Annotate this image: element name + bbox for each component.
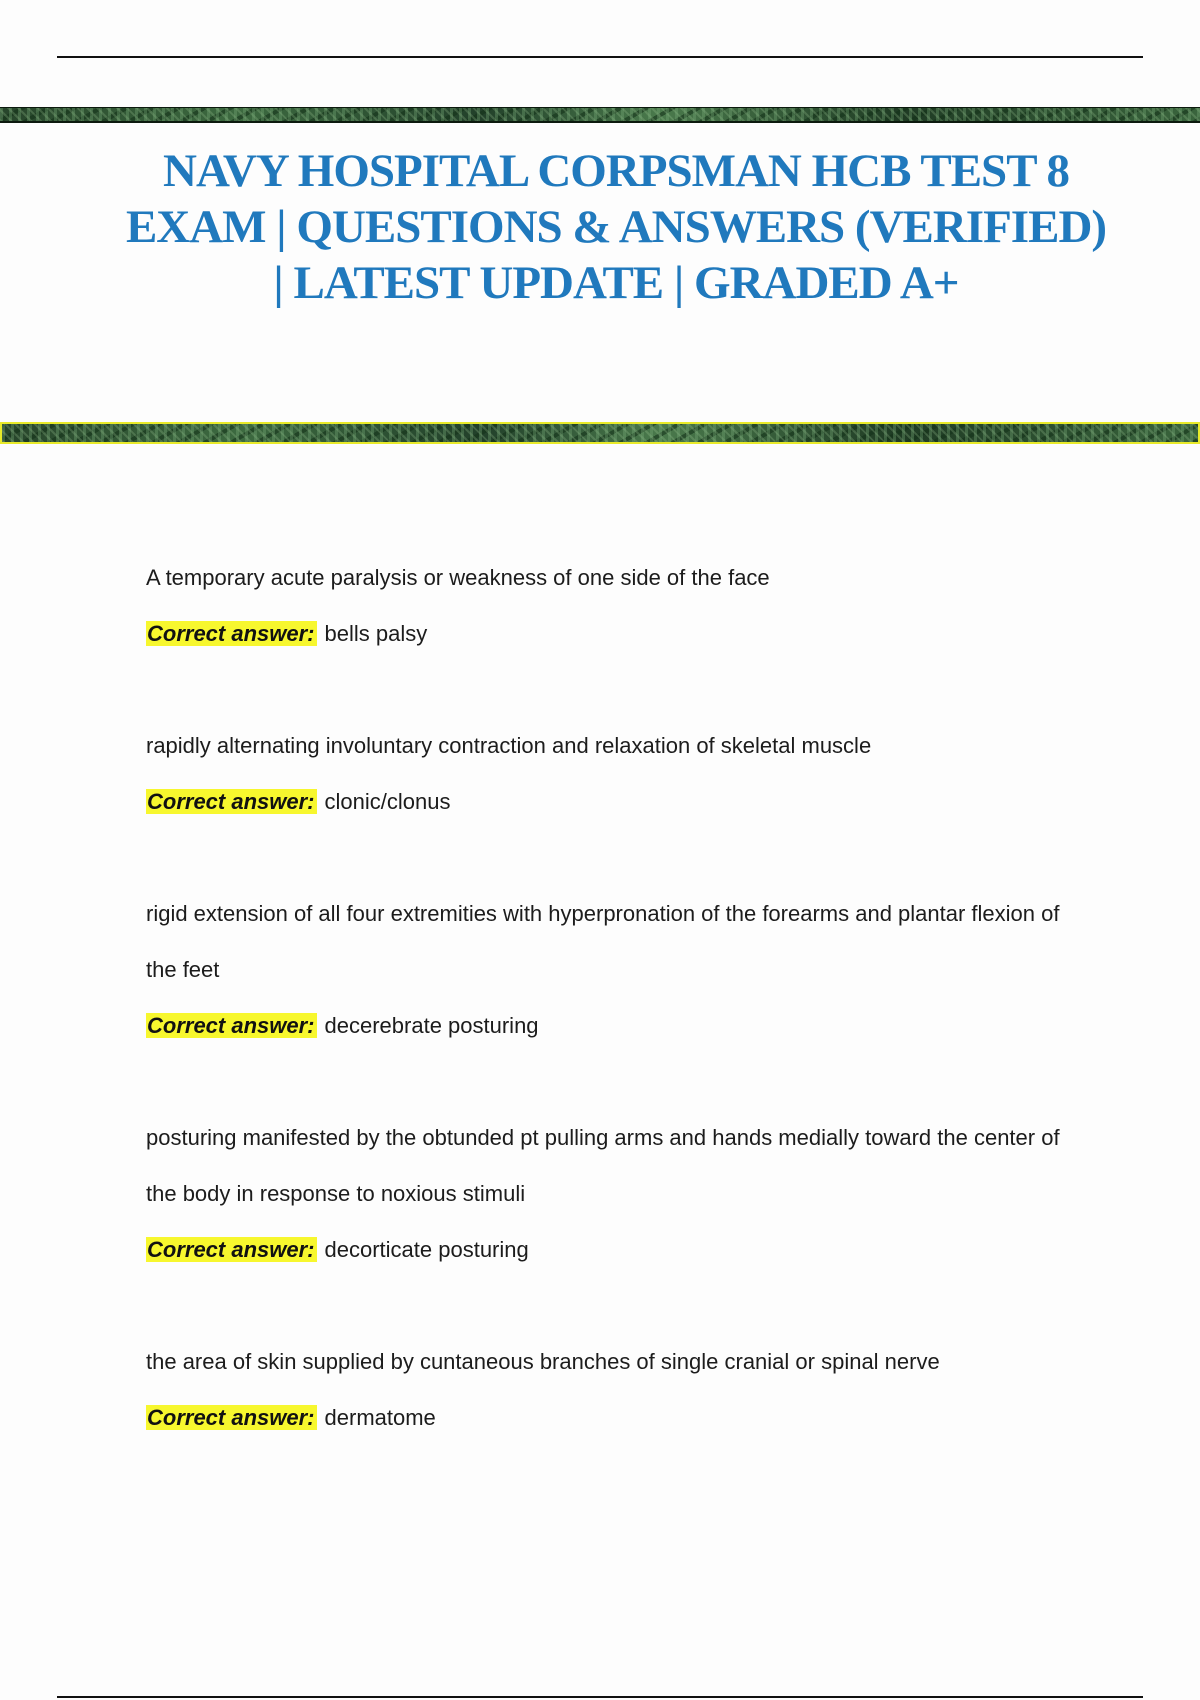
answer-line <box>146 1222 1076 1278</box>
qa-item <box>146 550 1076 662</box>
question-text: rapidly alternating involuntary contraction and relaxation of skeletal muscle <box>146 733 872 758</box>
header-rule <box>57 56 1143 58</box>
correct-answer-label: Correct answer: <box>147 789 315 814</box>
answer-text: clonic/clonus <box>324 789 451 814</box>
correct-answer-label: Correct answer: <box>147 1013 315 1038</box>
qa-item <box>146 1334 1076 1446</box>
question-text: A temporary acute paralysis or weakness of one side of the face <box>146 565 770 590</box>
answer-text: decerebrate posturing <box>324 1013 539 1038</box>
answer-line <box>146 998 1076 1054</box>
qa-item <box>146 886 1076 1054</box>
question-text: rigid extension of all four extremities with hyperpronation of the forearms and plantar flexion of the feet <box>146 901 1060 982</box>
decorative-band-bottom <box>0 422 1200 444</box>
question-text: posturing manifested by the obtunded pt pulling arms and hands medially toward the center of the body in response to noxious stimuli <box>146 1125 1060 1206</box>
correct-answer-label: Correct answer: <box>147 1405 315 1430</box>
question-text: the area of skin supplied by cuntaneous branches of single cranial or spinal nerve <box>146 1349 940 1374</box>
answer-line <box>146 774 1076 830</box>
qa-list <box>146 550 1076 1446</box>
answer-text: dermatome <box>324 1405 436 1430</box>
correct-answer-label: Correct answer: <box>147 1237 315 1262</box>
correct-answer-label: Correct answer: <box>147 621 315 646</box>
decorative-band-top <box>0 107 1200 123</box>
answer-line <box>146 1390 1076 1446</box>
footer-rule <box>57 1696 1143 1698</box>
answer-text: bells palsy <box>324 621 428 646</box>
document-title: NAVY HOSPITAL CORPSMAN HCB TEST 8 EXAM | QUESTIONS & ANSWERS (VERIFIED) | LATEST UPDATE | GRADED A+ <box>125 145 1107 309</box>
qa-item <box>146 1110 1076 1278</box>
answer-text: decorticate posturing <box>324 1237 529 1262</box>
qa-item <box>146 718 1076 830</box>
answer-line <box>146 606 1076 662</box>
